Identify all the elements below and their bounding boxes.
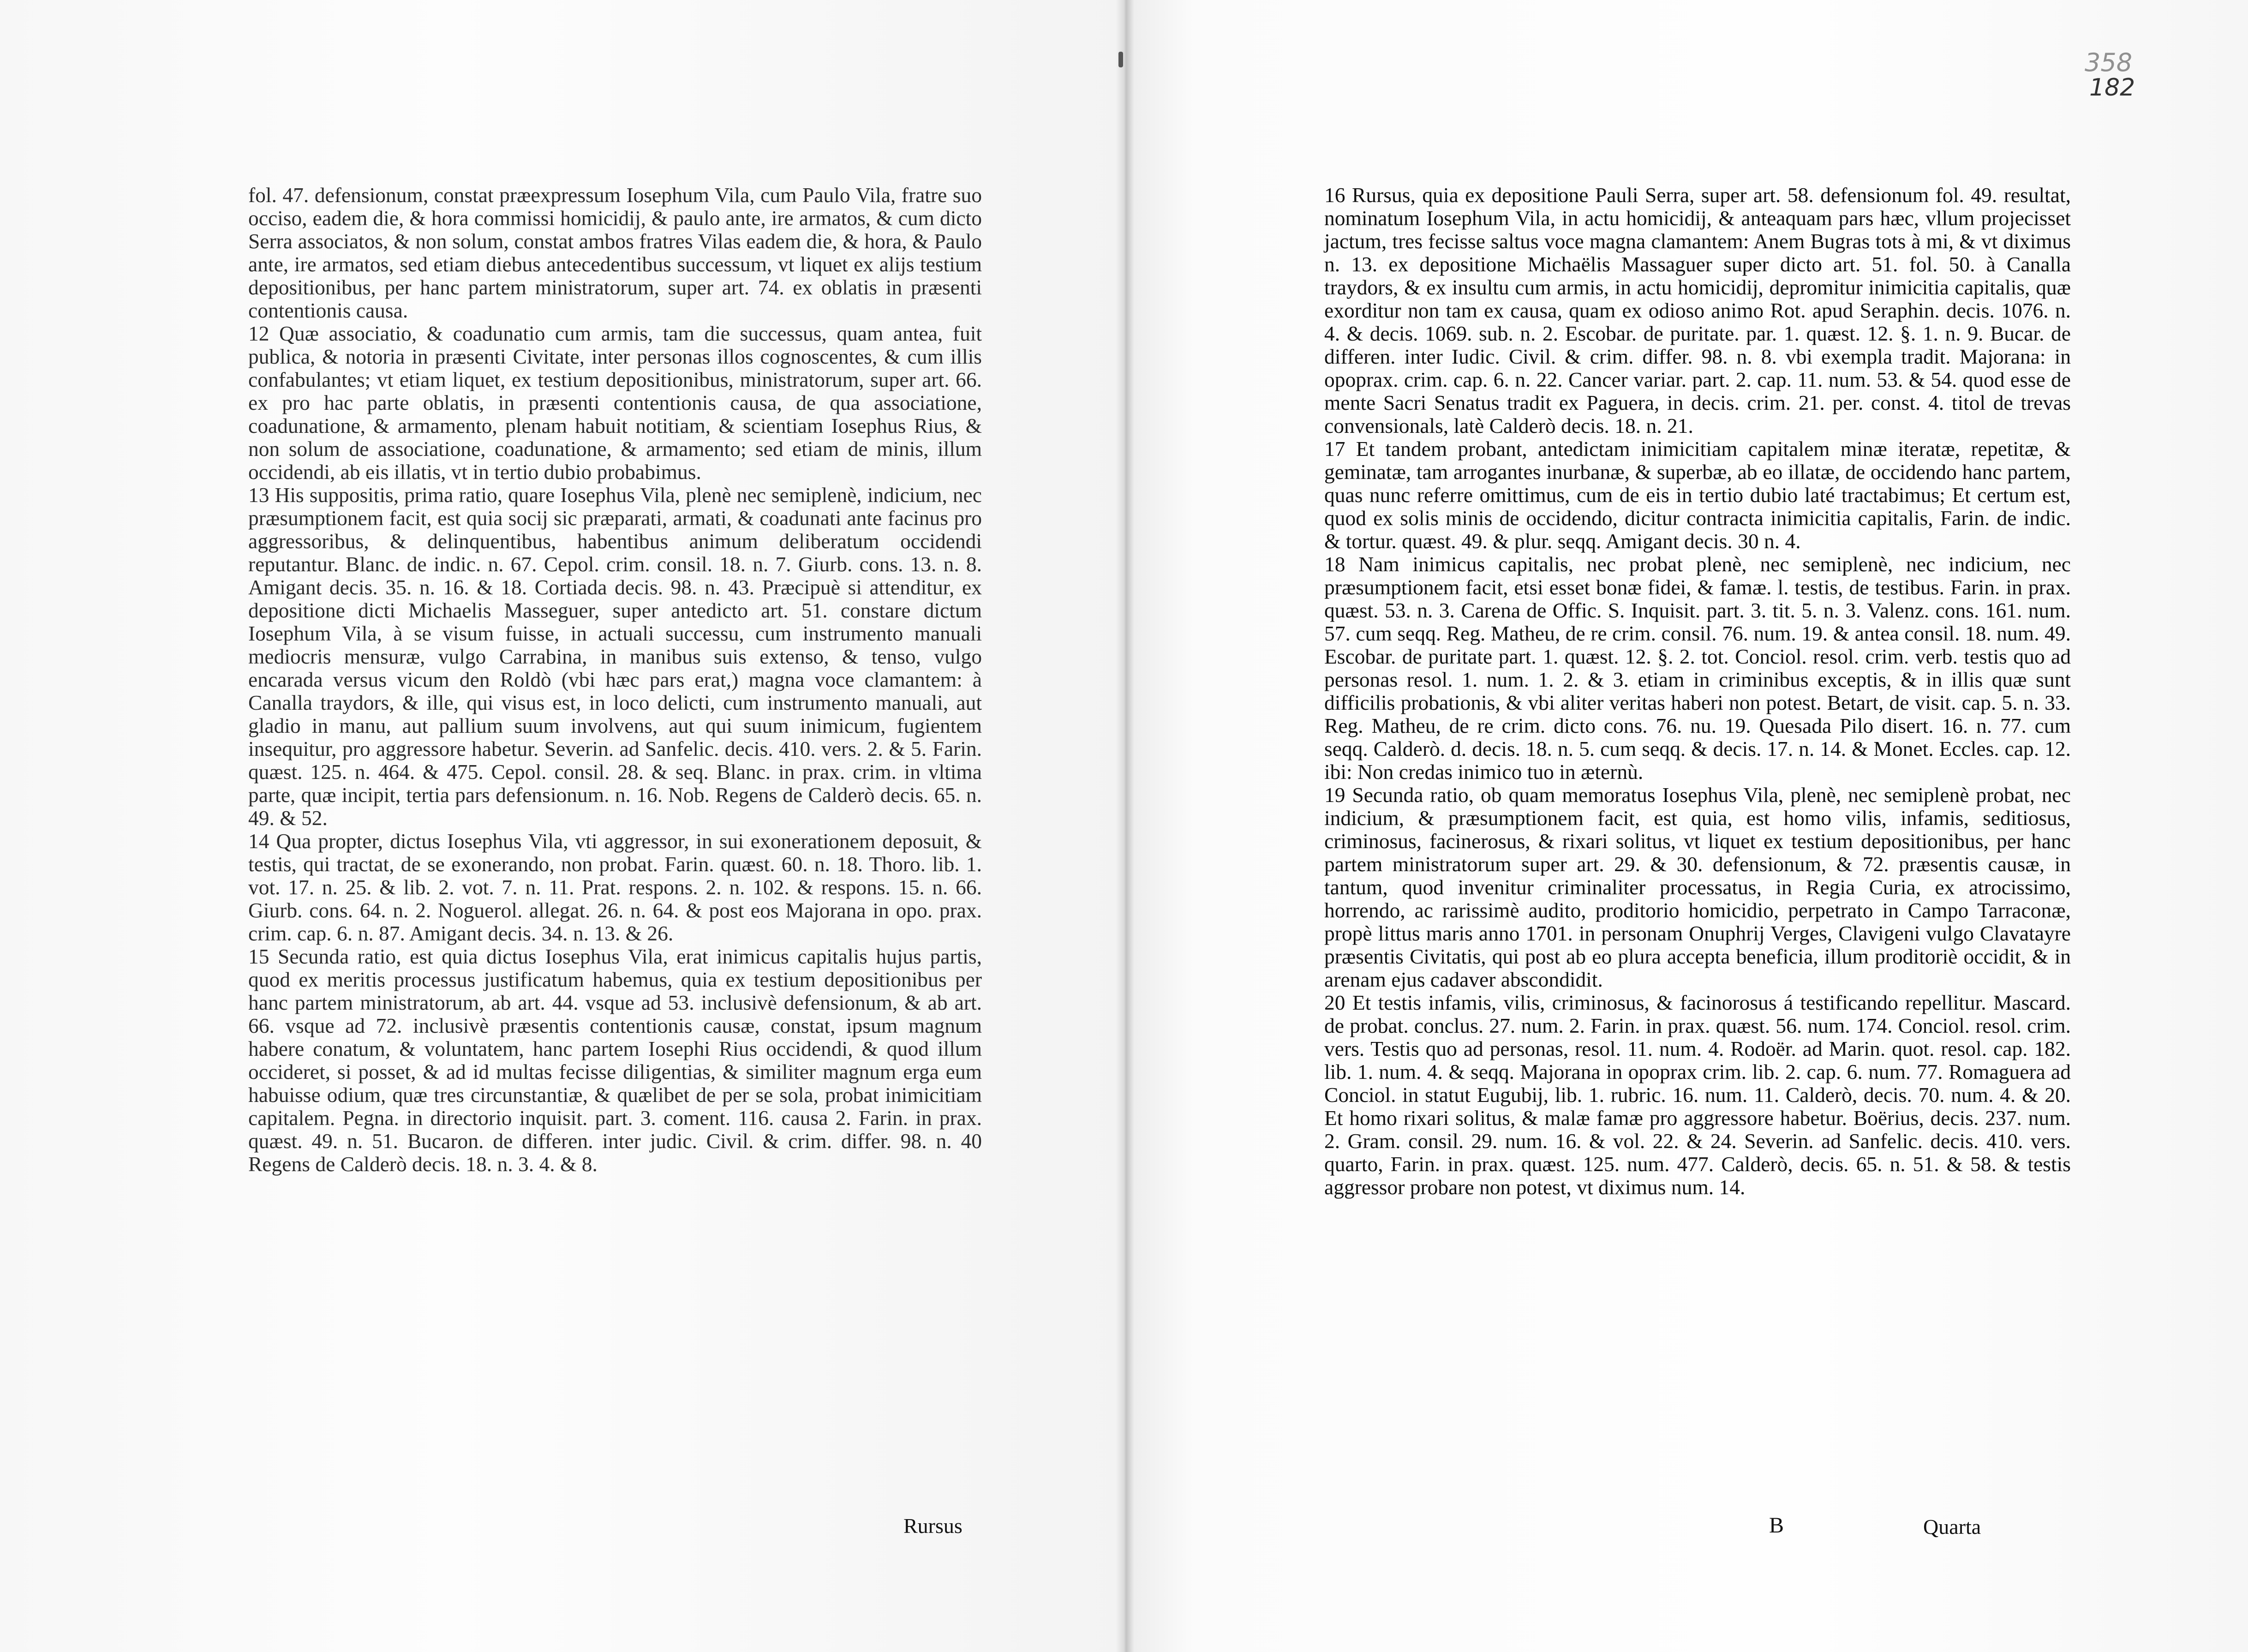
right-paragraph-18: 18 Nam inimicus capitalis, nec probat plenè, nec semiplenè, nec indicium, nec præsumptionem facit, etsi esset bonæ fidei, & famæ. l. testis, de testibus. Farin. in prax. quæst. 53. n. 3. Carena de Offic. S. Inquisit. part. 3. tit. 5. n. 3. Valenz. cons. 161. num. 57. cum seqq. Reg. Matheu, de re crim. consil. 76. num. 19. & antea consil. 18. num. 49. Escobar. de puritate part. 1. quæst. 12. §. 2. tot. Conciol. resol. crim. verb. testis quo ad personas resol. 1. num. 1. 2. & 3. etiam in criminibus exceptis, & in illis quæ sunt difficilis probationis, & vbi aliter veritas haberi non potest. Betart, de visit. cap. 5. n. 33. Reg. Matheu, de re crim. dicto cons. 76. nu. 19. Quesada Pilo disert. 16. n. 77. cum seqq. Calderò. d. decis. 18. n. 5. cum seqq. & decis. 17. n. 14. & Monet. Eccles. cap. 12. ibi: Non credas inimico tuo in æternù. xyxy=(1324,552,2071,784)
left-page-text xyxy=(248,184,982,1176)
left-paragraph-14: 14 Qua propter, dictus Iosephus Vila, vti aggressor, in sui exonerationem deposuit, & testis, qui tractat, de se exonerando, non probat. Farin. quæst. 60. n. 18. Thoro. lib. 1. vot. 17. n. 25. & lib. 2. vot. 7. n. 11. Prat. respons. 2. n. 102. & respons. 15. n. 66. Giurb. cons. 64. n. 2. Noguerol. allegat. 26. n. 64. & post eos Majorana in opo. prax. crim. cap. 6. n. 87. Amigant decis. 34. n. 13. & 26. xyxy=(248,829,982,945)
book-gutter xyxy=(1116,0,1134,1652)
left-catchword: Rursus xyxy=(903,1514,963,1538)
left-paragraph-15: 15 Secunda ratio, est quia dictus Iosephus Vila, erat inimicus capitalis hujus partis, quod ex meritis processus justificatum habemus, quia ex testium depositionibus per hanc partem ministratorum, ab art. 44. vsque ad 53. inclusivè defensionum, & ab art. 66. vsque ad 72. inclusivè præsentis contentionis causæ, constat, ipsum magnum habere conatum, & voluntatem, hanc partem Iosephi Rius occidendi, & quod illum occideret, si posset, & ad id multas fecisse diligentias, & similiter magnum erga eum habuisse odium, quæ tres circunstantiæ, & quælibet de per se sola, probat inimicitiam capitalem. Pegna. in directorio inquisit. part. 3. coment. 116. causa 2. Farin. in prax. quæst. 49. n. 51. Bucaron. de differen. inter judic. Civil. & crim. differ. 98. n. 40 Regens de Calderò decis. 18. n. 3. 4. & 8. xyxy=(248,945,982,1176)
right-catchword: Quarta xyxy=(1923,1515,1981,1538)
right-paragraph-19: 19 Secunda ratio, ob quam memoratus Iosephus Vila, plenè, nec semiplenè probat, nec indicium, & præsumptionem facit, est quia, est homo vilis, infamis, seditiosus, criminosus, facinerosus, & rixari solitus, vt liquet ex testium depositionibus, per hanc partem ministratorum super art. 29. & 30. defensionum, & 72. præsentis causæ, in tantum, quod invenitur criminaliter processatus, in Regia Curia, ex atrocissimo, horrendo, ac rarissimè audito, proditorio homicidio, perpetrato in Campo Tarraconæ, propè littus maris anno 1701. in personam Onuphrij Verges, Clavigeni vulgo Clavatayre præsentis Civitatis, qui post ab eo plura accepta beneficia, illum proditoriè occidit, & in arenam ejus cadaver abscondidit. xyxy=(1324,783,2071,991)
left-paragraph-1: fol. 47. defensionum, constat præexpressum Iosephum Vila, cum Paulo Vila, fratre suo occiso, eadem die, & hora commissi homicidij, & paulo ante, ire armatos, & cum dicto Serra associatos, & non solum, constat ambos fratres Vilas eadem die, & hora, & Paulo ante, ire armatos, sed etiam diebus antecedentibus successum, vt liquet ex alijs testium depositionibus, per hanc partem ministratorum, super art. 74. ex oblatis in præsenti contentionis causa. xyxy=(248,183,982,322)
right-paragraph-17: 17 Et tandem probant, antedictam inimicitiam capitalem minæ iteratæ, repetitæ, & geminatæ, tam arrogantes inurbanæ, & superbæ, ab eo illatæ, de occidendo hanc partem, quas nunc referre omittimus, cum de eis in tertio dubio laté tractabimus; Et certum est, quod ex solis minis de occidendo, dicitur contracta inimicitia capitalis, Farin. de indic. & tortur. quæst. 49. & plur. seqq. Amigant decis. 30 n. 4. xyxy=(1324,437,2071,553)
right-paragraph-16: 16 Rursus, quia ex depositione Pauli Serra, super art. 58. defensionum fol. 49. resultat, nominatum Iosephum Vila, in actu homicidij, & anteaquam pars hæc, vllum projecisset jactum, tres fecisse saltus voce magna clamantem: Anem Bugras tots à mi, & vt diximus n. 13. ex depositione Michaëlis Massaguer super dicto art. 51. fol. 50. à Canalla traydors, & ex insultu cum armis, in actu homicidij, depromitur inimicitia capitalis, quæ exorditur non tam ex causa, quam ex odioso animo Rot. apud Seraphin. decis. 1076. n. 4. & decis. 1069. sub. n. 2. Escobar. de puritate. par. 1. quæst. 12. §. 1. n. 9. Bucar. de differen. inter Iudic. Civil. & crim. differ. 98. n. 8. vbi exempla tradit. Majorana: in opoprax. crim. cap. 6. n. 22. Cancer variar. part. 2. cap. 11. num. 53. & 54. quod esse de mente Sacri Senatus tradit ex Paguera, in decis. crim. 21. per. const. 4. titol de trevas convensionals, latè Calderò decis. 18. n. 21. xyxy=(1324,183,2071,437)
folio-number: 182 xyxy=(2089,74,2135,102)
binding-mark xyxy=(1118,52,1123,67)
right-paragraph-20: 20 Et testis infamis, vilis, criminosus, & facinorosus á testificando repellitur. Mascard. de probat. conclus. 27. num. 2. Farin. in prax. quæst. 56. num. 174. Conciol. resol. crim. vers. Testis quo ad personas, resol. 11. num. 4. Rodoër. ad Marin. quot. resol. cap. 182. lib. 1. num. 4. & seqq. Majorana in opoprax crim. lib. 2. cap. 6. num. 77. Romaguera ad Conciol. in statut Eugubij, lib. 1. rubric. 16. num. 11. Calderò, decis. 70. num. 4. & 20. Et homo rixari solitus, & malæ famæ pro aggressore habetur. Boërius, decis. 237. num. 2. Gram. consil. 29. num. 16. & vol. 22. & 24. Severin. ad Sanfelic. decis. 410. vers. quarto, Farin. in prax. quæst. 125. num. 477. Calderò, decis. 65. n. 51. & 58. & testis aggressor probare non potest, vt diximus num. 14. xyxy=(1324,991,2071,1199)
right-page-text xyxy=(1324,184,2071,1199)
signature-mark: B xyxy=(1769,1513,1784,1538)
left-paragraph-13: 13 His suppositis, prima ratio, quare Iosephus Vila, plenè nec semiplenè, indicium, nec præsumptionem facit, est quia socij sic præparati, armati, & coadunati ante facinus pro aggressoribus, & delinquentibus, habentibus animum deliberatum occidendi reputantur. Blanc. de indic. n. 67. Cepol. crim. consil. 18. n. 7. Giurb. cons. 13. n. 8. Amigant decis. 35. n. 16. & 18. Cortiada decis. 98. n. 43. Præcipuè si attenditur, ex depositione dicti Michaelis Masseguer, super antedicto art. 51. constare dictum Iosephum Vila, à se visum fuisse, in actuali successu, cum instrumento manuali mediocris mensuræ, vulgo Carrabina, in manibus suis extenso, & tenso, vulgo encarada versus vicum den Roldò (vbi hæc pars erat,) magna voce clamantem: à Canalla traydors, & ille, qui visus est, in loco delicti, cum instrumento manuali, aut gladio in manu, aut pallium suum involvens, aut qui suum inimicum, fugientem insequitur, pro aggressore habetur. Severin. ad Sanfelic. decis. 410. vers. 2. & 5. Farin. quæst. 125. n. 464. & 475. Cepol. consil. 28. & seq. Blanc. in prax. crim. in vltima parte, quæ incipit, tertia pars defensionum. n. 16. Nob. Regens de Calderò decis. 65. n. 49. & 52. xyxy=(248,483,982,830)
pencil-folio-mark: 358 xyxy=(2085,48,2133,77)
left-paragraph-12: 12 Quæ associatio, & coadunatio cum armis, tam die successus, quam antea, fuit publica, & notoria in præsenti Civitate, inter personas illos cognoscentes, & cum illis confabulantes; vt etiam liquet, ex testium depositionibus, ministratorum, super art. 66. ex pro hac parte oblatis, in præsenti contentionis causa, de qua associatione, coadunatione, & armamento, plenam habuit notitiam, & scientiam Iosephus Rius, & non solum de associatione, coadunatione, & armamento; sed etiam de minis, illum occidendi, ab eis illatis, vt in tertio dubio probabimus. xyxy=(248,322,982,484)
